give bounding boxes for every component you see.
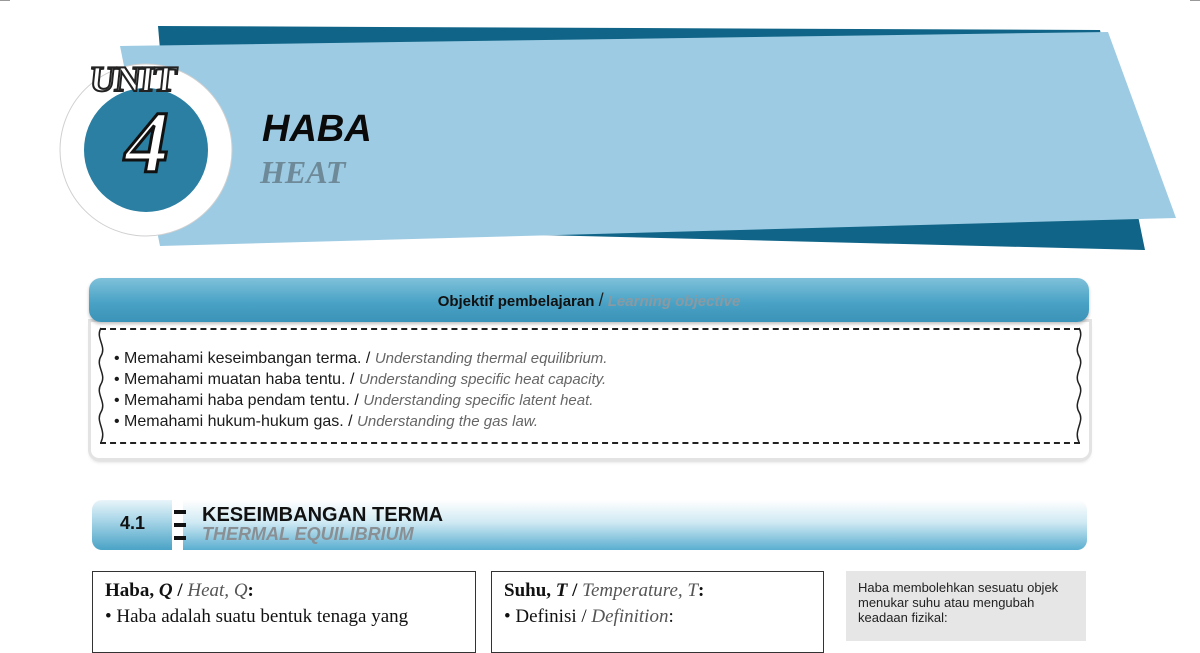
objective-item: • Memahami hukum-hukum gas. / Understanding the gas law. bbox=[114, 413, 538, 430]
temperature-english-symbol: T bbox=[687, 580, 698, 601]
temperature-heading bbox=[504, 580, 704, 602]
temperature-slash: / bbox=[572, 580, 578, 601]
objective-english: Understanding the gas law. bbox=[357, 413, 538, 430]
chapter-title: HABA bbox=[262, 108, 372, 150]
objective-english: Understanding thermal equilibrium. bbox=[374, 350, 608, 367]
chapter-subtitle: HEAT bbox=[260, 154, 346, 190]
section-bracket-icon bbox=[172, 506, 186, 544]
objectives-heading-malay: Objektif pembelajaran bbox=[437, 293, 595, 310]
heat-english-symbol: Q bbox=[233, 580, 248, 601]
temperature-definition-box bbox=[491, 571, 824, 653]
objective-item: • Memahami muatan haba tentu. / Understanding specific heat capacity. bbox=[114, 371, 607, 388]
objective-english: Understanding specific latent heat. bbox=[363, 392, 594, 409]
definition-colon: : bbox=[668, 606, 674, 627]
heat-first-line: • Haba adalah suatu bentuk tenaga yang bbox=[105, 606, 409, 627]
heat-symbol: Q bbox=[158, 580, 173, 601]
section-number: 4.1 bbox=[120, 513, 146, 533]
temperature-term: Suhu, bbox=[504, 580, 552, 601]
objective-malay: Memahami muatan haba tentu. bbox=[124, 371, 346, 388]
temperature-english: Temperature, bbox=[582, 580, 683, 601]
objectives-heading bbox=[89, 278, 1089, 322]
unit-label: UNIT bbox=[87, 59, 179, 99]
section-title: KESEIMBANGAN TERMA bbox=[202, 504, 444, 526]
heat-slash: / bbox=[177, 580, 183, 601]
heat-heading bbox=[105, 580, 254, 602]
objective-malay: Memahami hukum-hukum gas. bbox=[124, 413, 344, 430]
unit-number: 4 bbox=[125, 95, 169, 192]
side-note-text: Haba membolehkan sesuatu objek menukar suhu atau mengubah keadaan fizikal: bbox=[858, 580, 1059, 625]
objective-item: • Memahami keseimbangan terma. / Understanding thermal equilibrium. bbox=[114, 350, 608, 367]
heat-colon: : bbox=[247, 580, 254, 601]
temperature-colon: : bbox=[697, 580, 705, 601]
temperature-first-line bbox=[504, 606, 674, 628]
definition-malay: • Definisi bbox=[504, 606, 577, 627]
wavy-border-left bbox=[95, 326, 107, 444]
objective-english: Understanding specific heat capacity. bbox=[358, 371, 607, 388]
heat-term: Haba, bbox=[105, 580, 155, 601]
heat-definition-box bbox=[92, 571, 476, 653]
wavy-border-right bbox=[1073, 326, 1085, 444]
heat-english: Heat, bbox=[187, 580, 230, 601]
objectives-list bbox=[114, 348, 607, 432]
objective-item: • Memahami haba pendam tentu. / Understanding specific latent heat. bbox=[114, 392, 594, 409]
temperature-symbol: T bbox=[555, 580, 568, 601]
objective-malay: Memahami keseimbangan terma. bbox=[124, 350, 362, 367]
side-note-box bbox=[846, 571, 1086, 641]
definition-slash: / bbox=[581, 606, 587, 627]
objectives-heading-english: Learning objective bbox=[607, 293, 741, 310]
definition-english: Definition bbox=[591, 606, 669, 627]
objectives-heading-separator: / bbox=[598, 290, 604, 310]
objectives-header-bar bbox=[89, 278, 1089, 322]
section-subtitle: THERMAL EQUILIBRIUM bbox=[202, 524, 414, 544]
objective-malay: Memahami haba pendam tentu. bbox=[124, 392, 350, 409]
